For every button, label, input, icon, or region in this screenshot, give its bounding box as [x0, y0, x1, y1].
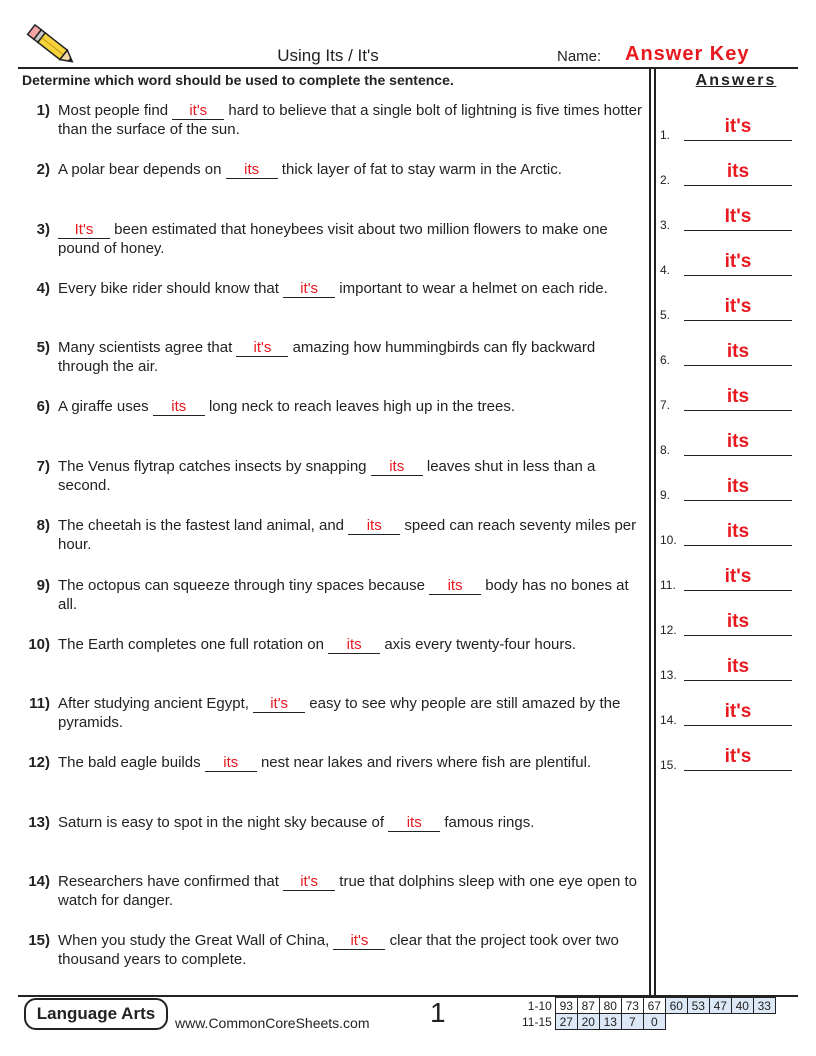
answer-blank[interactable]: its — [205, 755, 257, 772]
answer-blank[interactable]: it's — [236, 340, 288, 357]
answer-blank[interactable]: its — [226, 162, 278, 179]
answer-word[interactable]: it's — [724, 566, 752, 587]
answer-line — [684, 680, 792, 681]
score-cell: 80 — [599, 998, 621, 1014]
answer-item — [660, 339, 796, 369]
answer-word[interactable]: its — [726, 521, 750, 542]
answer-line — [684, 500, 792, 501]
answer-number: 9. — [660, 488, 671, 502]
question-number: 6) — [36, 398, 50, 415]
question-text-after: axis every twenty-four hours. — [380, 636, 577, 653]
answer-line — [684, 770, 792, 771]
answer-line — [684, 320, 792, 321]
answer-blank[interactable]: its — [388, 815, 440, 832]
question-text-before: The Venus flytrap catches insects by snapping — [58, 458, 371, 475]
answer-word[interactable]: its — [726, 341, 750, 362]
answer-blank[interactable]: It's — [58, 222, 110, 239]
worksheet-title: Using Its / It's — [277, 46, 379, 65]
question-text-after: clear that the project took over two thousand years to complete. — [58, 932, 619, 968]
question-text-before: A polar bear depends on — [58, 161, 226, 178]
answer-number: 12. — [660, 623, 677, 637]
answer-word[interactable]: it's — [724, 746, 752, 767]
score-row-label: 1-10 — [527, 998, 552, 1013]
answer-item — [660, 204, 796, 234]
answer-word[interactable]: It's — [724, 206, 752, 227]
page-number: 1 — [430, 997, 446, 1028]
answer-number: 15. — [660, 758, 677, 772]
question-number: 11) — [29, 695, 50, 712]
question-text-after: amazing how hummingbirds can fly backward through the air. — [58, 339, 596, 375]
question-text-after: true that dolphins sleep with one eye open to watch for danger. — [58, 873, 637, 909]
answer-line — [684, 455, 792, 456]
answer-item — [660, 474, 796, 504]
question-number: 2) — [36, 161, 50, 178]
answer-number: 11. — [660, 578, 676, 592]
answer-line — [684, 545, 792, 546]
answer-line — [684, 230, 792, 231]
score-cell: 27 — [555, 1014, 577, 1030]
question-text — [58, 516, 650, 554]
answer-number: 2. — [660, 173, 671, 187]
question-number: 1) — [36, 102, 50, 119]
question-text — [58, 160, 650, 179]
question-text — [58, 338, 650, 376]
instruction-text: Determine which word should be used to complete the sentence. — [22, 72, 454, 88]
answer-item — [660, 114, 796, 144]
name-label: Name: — [557, 48, 602, 65]
question-text-after: hard to believe that a single bolt of lightning is five times hotter than the surface of the sun. — [58, 102, 642, 138]
question-text — [58, 101, 650, 139]
answer-blank[interactable]: it's — [253, 696, 305, 713]
score-cell: 33 — [753, 998, 775, 1014]
answer-key-label: Answer Key — [625, 43, 750, 65]
score-cell: 47 — [709, 998, 731, 1014]
answer-word[interactable]: its — [726, 431, 750, 452]
answer-blank[interactable]: its — [153, 399, 205, 416]
question-text-before: Many scientists agree that — [58, 339, 237, 356]
question-text-before: The cheetah is the fastest land animal, and — [58, 517, 349, 534]
answer-line — [684, 365, 792, 366]
question-number: 5) — [36, 339, 50, 356]
answer-number: 6. — [660, 353, 671, 367]
score-cell: 53 — [687, 998, 709, 1014]
answer-blank[interactable]: it's — [172, 103, 224, 120]
answer-item — [660, 744, 796, 774]
answer-blank[interactable]: its — [429, 578, 481, 595]
score-cell: 87 — [577, 998, 599, 1014]
column-divider-inner — [654, 69, 656, 996]
answer-line — [684, 140, 792, 141]
score-row — [520, 1014, 775, 1030]
score-row-label: 11-15 — [522, 1014, 552, 1029]
answer-item — [660, 564, 796, 594]
answer-blank[interactable]: it's — [283, 281, 335, 298]
answer-item — [660, 519, 796, 549]
answer-item — [660, 249, 796, 279]
answer-blank[interactable]: its — [371, 459, 423, 476]
score-row — [520, 998, 775, 1014]
question-text-before: A giraffe uses — [58, 398, 153, 415]
question-text — [58, 931, 650, 969]
answer-word[interactable]: it's — [724, 251, 752, 272]
answer-number: 5. — [660, 308, 671, 322]
question-number: 12) — [28, 754, 50, 771]
answer-blank[interactable]: it's — [333, 933, 385, 950]
question-number: 3) — [36, 221, 50, 238]
question-number: 4) — [36, 280, 50, 297]
answer-line — [684, 635, 792, 636]
question-text — [58, 220, 650, 258]
question-text-before: The Earth completes one full rotation on — [58, 636, 329, 653]
answers-heading: Answers — [695, 72, 777, 89]
answer-line — [684, 185, 792, 186]
answer-item — [660, 609, 796, 639]
answer-item — [660, 429, 796, 459]
question-text — [58, 694, 650, 732]
answer-item — [660, 294, 796, 324]
question-text — [58, 635, 650, 654]
score-cell: 40 — [731, 998, 753, 1014]
question-text-before: After studying ancient Egypt, — [58, 695, 254, 712]
answer-number: 7. — [660, 398, 671, 412]
question-text-after: speed can reach seventy miles per hour. — [58, 517, 637, 553]
answer-word[interactable]: it's — [724, 701, 752, 722]
answer-item — [660, 699, 796, 729]
answer-number: 14. — [660, 713, 677, 727]
score-cell: 20 — [577, 1014, 599, 1030]
question-number: 9) — [36, 577, 50, 594]
question-text-after: famous rings. — [440, 814, 535, 831]
answer-word[interactable]: its — [726, 386, 750, 407]
site-url: www.CommonCoreSheets.com — [175, 1015, 370, 1031]
question-text — [58, 279, 650, 298]
question-number: 14) — [28, 873, 50, 890]
score-table — [520, 997, 776, 1030]
answer-word[interactable]: its — [726, 161, 750, 182]
question-number: 7) — [36, 458, 50, 475]
answer-number: 13. — [660, 668, 677, 682]
score-cell: 13 — [599, 1014, 621, 1030]
score-cell: 73 — [621, 998, 643, 1014]
answer-line — [684, 590, 792, 591]
question-text-before: The octopus can squeeze through tiny spaces because — [58, 577, 430, 594]
brand-badge: Language Arts — [24, 998, 168, 1030]
question-text-before: Most people find — [58, 102, 173, 119]
answer-item — [660, 654, 796, 684]
score-cell: 60 — [665, 998, 687, 1014]
question-text — [58, 576, 650, 614]
question-text-after: easy to see why people are still amazed by the pyramids. — [58, 695, 621, 731]
answer-blank[interactable]: its — [348, 518, 400, 535]
question-text-after: been estimated that honeybees visit about two million flowers to make one pound of honey. — [58, 221, 608, 257]
question-text-before: When you study the Great Wall of China, — [58, 932, 334, 949]
answer-item — [660, 159, 796, 189]
answer-blank[interactable]: its — [328, 637, 380, 654]
answer-number: 1. — [660, 128, 671, 142]
question-text-after: long neck to reach leaves high up in the trees. — [204, 398, 515, 415]
answer-number: 10. — [660, 533, 677, 547]
answer-word[interactable]: it's — [724, 296, 752, 317]
question-text — [58, 457, 650, 495]
question-number: 10) — [28, 636, 50, 653]
answer-line — [684, 410, 792, 411]
question-number: 13) — [28, 814, 50, 831]
score-cell: 0 — [643, 1014, 665, 1030]
question-text-after: thick layer of fat to stay warm in the Arctic. — [277, 161, 562, 178]
question-text — [58, 813, 650, 832]
question-number: 8) — [36, 517, 50, 534]
answer-line — [684, 275, 792, 276]
question-text-after: leaves shut in less than a second. — [58, 458, 596, 494]
score-cell: 93 — [555, 998, 577, 1014]
answer-line — [684, 725, 792, 726]
answer-number: 8. — [660, 443, 671, 457]
answer-word[interactable]: its — [726, 476, 750, 497]
answer-word[interactable]: its — [726, 611, 750, 632]
answer-number: 3. — [660, 218, 671, 232]
question-text-before: Saturn is easy to spot in the night sky because of — [58, 814, 389, 831]
question-text — [58, 872, 650, 910]
score-cell: 67 — [643, 998, 665, 1014]
question-text — [58, 753, 650, 772]
question-text-after: nest near lakes and rivers where fish are plentiful. — [256, 754, 592, 771]
question-text-before: Every bike rider should know that — [58, 280, 284, 297]
question-text-before: The bald eagle builds — [58, 754, 205, 771]
question-text-before: Researchers have confirmed that — [58, 873, 284, 890]
answer-word[interactable]: it's — [724, 116, 752, 137]
answer-blank[interactable]: it's — [283, 874, 335, 891]
question-number: 15) — [28, 932, 50, 949]
answer-number: 4. — [660, 263, 671, 277]
question-text — [58, 397, 650, 416]
answer-word[interactable]: its — [726, 656, 750, 677]
question-text-after: body has no bones at all. — [58, 577, 629, 613]
score-cell: 7 — [621, 1014, 643, 1030]
question-text-after: important to wear a helmet on each ride. — [335, 280, 608, 297]
answer-item — [660, 384, 796, 414]
top-divider — [18, 67, 798, 69]
